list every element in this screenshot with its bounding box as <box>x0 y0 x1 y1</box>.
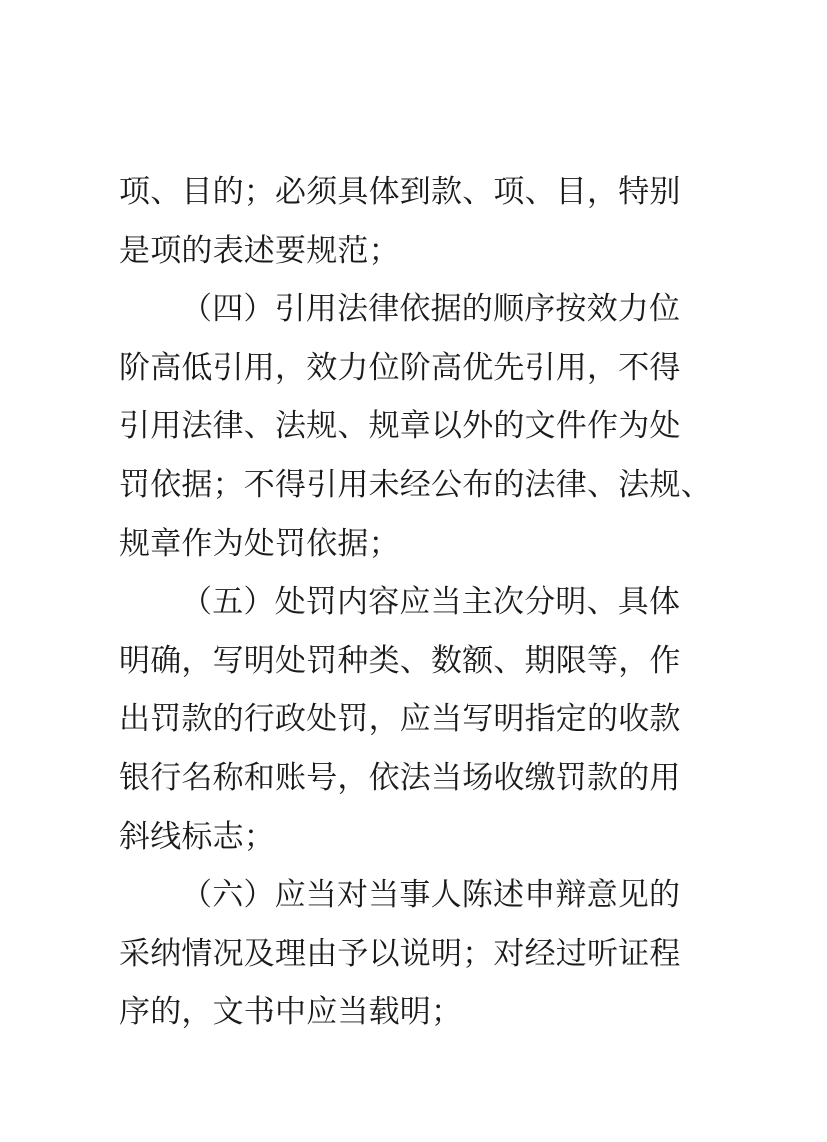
text-line: 引用法律、法规、规章以外的文件作为处 <box>119 408 681 445</box>
text-line: 明确，写明处罚种类、数额、期限等，作 <box>119 642 681 679</box>
text-line: 阶高低引用，效力位阶高优先引用，不得 <box>119 349 681 386</box>
text-line: 序的，文书中应当载明； <box>119 994 463 1031</box>
text-line: 采纳情况及理由予以说明；对经过听证程 <box>119 935 681 972</box>
paragraph-6-start: （六）应当对当事人陈述申辩意见的 <box>181 877 681 914</box>
text-line: 银行名称和账号，依法当场收缴罚款的用 <box>119 759 681 796</box>
text-line: 罚依据；不得引用未经公布的法律、法规、 <box>119 466 712 503</box>
paragraph-4-start: （四）引用法律依据的顺序按效力位 <box>181 291 681 328</box>
text-line: 是项的表述要规范； <box>119 232 400 269</box>
paragraph-5-start: （五）处罚内容应当主次分明、具体 <box>181 584 681 621</box>
text-line: 项、目的；必须具体到款、项、目，特别 <box>119 174 681 210</box>
text-line: 斜线标志； <box>119 818 275 855</box>
document-body <box>119 163 719 1042</box>
text-line: 出罚款的行政处罚，应当写明指定的收款 <box>119 701 681 738</box>
text-line: 规章作为处罚依据； <box>119 525 400 562</box>
